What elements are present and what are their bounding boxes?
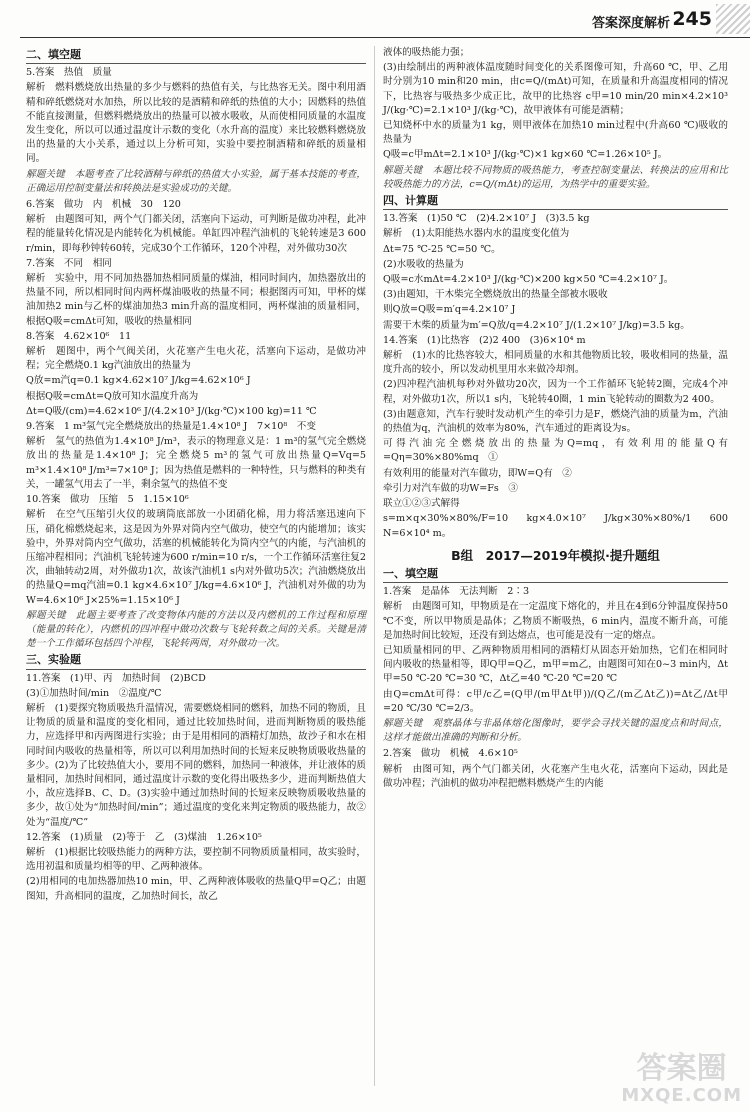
paragraph: Δt=Q吸/(cm)=4.62×10⁶ J/(4.2×10³ J/(kg·℃)×100 kg)=11 ℃ [26, 405, 317, 417]
paragraph: 根据Q吸=cmΔt=Q放可知水温度升高为 [26, 390, 199, 402]
paragraph: 6.答案 做功 内 机械 30 120 [26, 199, 181, 211]
paragraph: 13.答案 (1)50 ℃ (2)4.2×10⁷ J (3)3.5 kg [383, 213, 590, 225]
paragraph: (3)由绘制出的两种液体温度随时间变化的关系图像可知，升高60 ℃，甲、乙用时分别为10 min和20 min，由c=Q/(mΔt)可知，在质量和升高温度相同的情况下，比热容与吸热多少成正比，故甲的比热容 c甲=10 min/20 min×4.2×10³ J/(kg·℃)=2.1×10³ J/(kg·℃)，故甲液体有可能是酒精； [383, 62, 732, 116]
watermark-logo-text: 答案圈 [636, 1051, 727, 1086]
right-column [383, 46, 732, 792]
paragraph: Δt=75 ℃-25 ℃=50 ℃。 [383, 243, 501, 255]
paragraph: 牵引力对汽车做的功W=Fs ③ [383, 482, 519, 494]
key-note: 解题关键 观察晶体与非晶体熔化图像时，要学会寻找关键的温度点和时间点，这样才能做出准确的判断和分析。 [383, 717, 728, 744]
paragraph: 则Q放=Q吸=m′q=4.2×10⁷ J [383, 304, 516, 316]
paragraph: (3)由题知，干木柴完全燃烧放出的热量全部被水吸收 [383, 289, 608, 301]
paragraph: 解析 (1)要探究物质吸热升温情况，需要燃烧相同的燃料，加热不同的物质，且让物质的质量和温度的变化相同，通过比较加热时间，进而判断物质的吸热能力，应选择甲和丙两图进行实验；由于是用相同的酒精灯加热，故沙子和水在相同时间内吸收的热量相等，所以可以利用加热时间的长短来反映物质吸收热量的多少。(2)为了比较热值大小，要用不同的燃料，加热同一种液体，并让液体的质量相同，加热时间相同，通过温度计示数的变化得出吸热多少，进而判断热值大小，故应选择B、C、D。(3)实验中通过加热时间的长短来反映物质吸收热量的多少，故①处为“加热时间/min”；通过温度的变化来判定物质的吸热能力，故②处为“温度/℃” [26, 702, 366, 828]
paragraph: 7.答案 不同 相同 [26, 257, 112, 269]
header-rule [20, 37, 750, 38]
paragraph: 可得汽油完全燃烧放出的热量为Q=mq，有效利用的能量Q有=Qη=30%×80%mq ① [383, 438, 728, 464]
left-column [26, 46, 370, 905]
paragraph: (2)用相同的电加热器加热10 min，甲、乙两种液体吸收的热量Q甲=Q乙；由题图知，升高相同的温度，乙加热时间长，故乙 [26, 876, 366, 902]
paragraph: (3)由题意知，汽车行驶时发动机产生的牵引力是F，燃烧汽油的质量为m，汽油的热值为q，汽油机的效率为80%，汽车通过的距离设为s。 [383, 408, 728, 435]
paragraph: 解析 燃料燃烧放出热量的多少与燃料的热值有关，与比热容无关。图中利用酒精和碎纸燃烧对水加热，所以比较的是酒精和碎纸的热值的大小；因燃料的热值不能直接测量，但燃料燃烧放出的热量可以被水吸收，从而使相同质量的水温度发生变化，所以可以通过温度计示数的变化（水升高的温度）来比较燃料燃烧放出的热量的大小关系，通过以上分析可知，实验中要控制酒精和碎纸的质量相同。 [26, 82, 366, 165]
paragraph: (2)四冲程汽油机每秒对外做功20次，因为一个工作循环飞轮转2圈，完成4个冲程，对外做功1次，所以1 s内，飞轮转40圈，1 min飞轮转动的圈数为2 400。 [383, 379, 728, 405]
paragraph: 12.答案 (1)质量 (2)等于 乙 (3)煤油 1.26×10⁵ [26, 831, 262, 843]
paragraph: 9.答案 1 m³氢气完全燃烧放出的热量是1.4×10⁸ J 7×10⁸ 不变 [26, 421, 316, 433]
paragraph: 需要干木柴的质量为m′=Q放/q=4.2×10⁷ J/(1.2×10⁷ J/kg)=3.5 kg。 [383, 319, 690, 331]
paragraph: 14.答案 (1)比热容 (2)2 400 (3)6×10⁴ m [383, 334, 586, 346]
paragraph: 液体的吸热能力强； [383, 47, 470, 58]
paragraph: 联立①②③式解得 [383, 498, 460, 510]
header-decoration [716, 4, 750, 34]
watermark [621, 1053, 742, 1106]
column-divider [374, 46, 375, 1086]
page-header [0, 0, 750, 40]
paragraph: 10.答案 做功 压缩 5 1.15×10⁶ [26, 494, 189, 506]
paragraph: 解析 氢气的热值为1.4×10⁸ J/m³，表示的物理意义是：1 m³的氢气完全燃烧放出的热量是1.4×10⁸ J；完全燃烧5 m³的氢气可放出热量Q=Vq=5 m³×1.4×10⁸ J/m³=7×10⁸ J；因为热值是燃料的一种特性，只与燃料的种类有关，一罐氢气用去了一半，剩余氢气的热值不变 [26, 436, 370, 490]
paragraph: 解析 (1)根据比较吸热能力的两种方法，要控制不同物质质量相同，故实验时，选用初温和质量均相等的甲、乙两种液体。 [26, 846, 366, 873]
paragraph: 已知烧杯中水的质量为1 kg，则甲液体在加热10 min过程中(升高60 ℃)吸收的热量为 [383, 120, 728, 146]
paragraph: Q吸=c水mΔt=4.2×10³ J/(kg·℃)×200 kg×50 ℃=4.2×10⁷ J。 [383, 274, 674, 286]
paragraph: (2)水吸收的热量为 [383, 258, 464, 270]
paragraph: 解析 由题图可知，两个气门都关闭，活塞向下运动，可判断是做功冲程，此冲程的能量转化情况是内能转化为机械能。单缸四冲程汽油机的飞轮转速是3 600 r/min，即每秒钟转60转，完成30个工作循环，120个冲程，对外做功30次 [26, 214, 370, 254]
paragraph: 2.答案 做功 机械 4.6×10⁵ [383, 748, 518, 760]
paragraph: 解析 实验中，用不同加热器加热相同质量的煤油，相同时间内，加热器放出的热量不同，所以相同时间内两杯煤油吸收的热量不同；根据图丙可知，甲杯的煤油加热2 min与乙杯的煤油加热3 min升高的温度相同，两杯煤油的质量相同，根据Q吸=cmΔt可知，吸收的热量相同 [26, 273, 366, 327]
paragraph: 已知质量相同的甲、乙两种物质用相同的酒精灯从固态开始加热，它们在相同时间内吸收的热量相等，即Q甲=Q乙，m甲=m乙，由题图可知在0~3 min内，Δt甲=50 ℃-20 ℃=30 ℃，Δt乙=40 ℃-20 ℃=20 ℃ [383, 644, 728, 685]
section-heading: 四、计算题 [383, 194, 728, 210]
key-note: 解题关键 此题主要考查了改变物体内能的方法以及内燃机的工作过程和原理（能量的转化），内燃机的四冲程中做功次数与飞轮转数之间的关系。关键是清楚一个工作循环包括四个冲程，飞轮转两周，对外做功一次。 [26, 609, 366, 650]
key-note: 解题关键 本题比较不同物质的吸热能力，考查控制变量法、转换法的应用和比较吸热能力的方法，c=Q/(mΔt)的运用，为热学中的重要实验。 [383, 164, 728, 190]
paragraph: (3)①加热时间/min ②温度/℃ [26, 687, 162, 699]
paragraph: s=m×q×30%×80%/F=10 kg×4.0×10⁷ J/kg×30%×80%/1 600 N=6×10⁴ m。 [383, 513, 732, 539]
paragraph: 解析 题图中，两个气阀关闭，火花塞产生电火花，活塞向下运动，是做功冲程；完全燃烧0.1 kg汽油放出的热量为 [26, 346, 366, 372]
section-heading: 三、实验题 [26, 653, 366, 669]
group-heading: B组 2017—2019年模拟·提升题组 [451, 547, 660, 563]
watermark-url: MXQE.COM [621, 1085, 742, 1106]
paragraph: 1.答案 是晶体 无法判断 2∶3 [383, 586, 530, 598]
paragraph: 有效利用的能量对汽车做功，即W=Q有 ② [383, 467, 572, 479]
paragraph: 8.答案 4.62×10⁶ 11 [26, 330, 132, 342]
header-title: 答案深度解析 [591, 16, 670, 31]
paragraph: Q吸=c甲mΔt=2.1×10³ J/(kg·℃)×1 kg×60 ℃=1.26×10⁵ J。 [383, 149, 668, 161]
paragraph: 解析 由图可知，两个气门都关闭，火花塞产生电火花，活塞向下运动，因此是做功冲程；汽油机的做功冲程把燃料燃烧产生的内能 [383, 763, 728, 789]
paragraph: 解析 在空气压缩引火仪的玻璃筒底部放一小团硝化棉，用力将活塞迅速向下压，硝化棉燃烧起来，这是因为外界对筒内空气做功，使空气的内能增加；该实验中，外界对筒内空气做功，活塞的机械能转化为筒内空气的内能，与汽油机的压缩冲程相同；汽油机飞轮转速为600 r/min=10 r/s，一个工作循环活塞往复2次，曲轴转动2周，对外做功1次，故该汽油机1 s内对外做功5次；汽油燃烧放出的热量Q=mq汽油=0.1 kg×4.6×10⁷ J/kg=4.6×10⁶ J，汽油机对外做的功为W=4.6×10⁶ J×25%=1.15×10⁶ J [26, 509, 366, 606]
section-heading: 一、填空题 [383, 567, 728, 583]
section-heading: 二、填空题 [26, 48, 366, 64]
key-note: 解题关键 本题考查了比较酒精与碎纸的热值大小实验，属于基本技能的考查，正确运用控制变量法和转换法是实验成功的关键。 [26, 168, 366, 194]
paragraph: 5.答案 热值 质量 [26, 67, 112, 79]
paragraph: 11.答案 (1)甲、丙 加热时间 (2)BCD [26, 672, 206, 684]
paragraph: 解析 由题图可知，甲物质是在一定温度下熔化的，并且在4到6分钟温度保持50 ℃不变，所以甲物质是晶体；乙物质不断吸热，6 min内，温度不断升高，可能是加热时间比较短，还没有到达熔点，也可能是没有一定的熔点。 [383, 601, 732, 641]
page-number: 245 [672, 8, 712, 30]
paragraph: 由Q=cmΔt可得：c甲/c乙=(Q甲/(m甲Δt甲))/(Q乙/(m乙Δt乙))=Δt乙/Δt甲=20 ℃/30 ℃=2/3。 [383, 688, 728, 714]
paragraph: Q放=m汽q=0.1 kg×4.62×10⁷ J/kg=4.62×10⁶ J [26, 375, 251, 387]
paragraph: 解析 (1)水的比热容较大，相同质量的水和其他物质比较，吸收相同的热量，温度升高的较小，所以发动机里用水来做冷却剂。 [383, 350, 728, 376]
paragraph: 解析 (1)太阳能热水器内水的温度变化值为 [383, 228, 570, 240]
